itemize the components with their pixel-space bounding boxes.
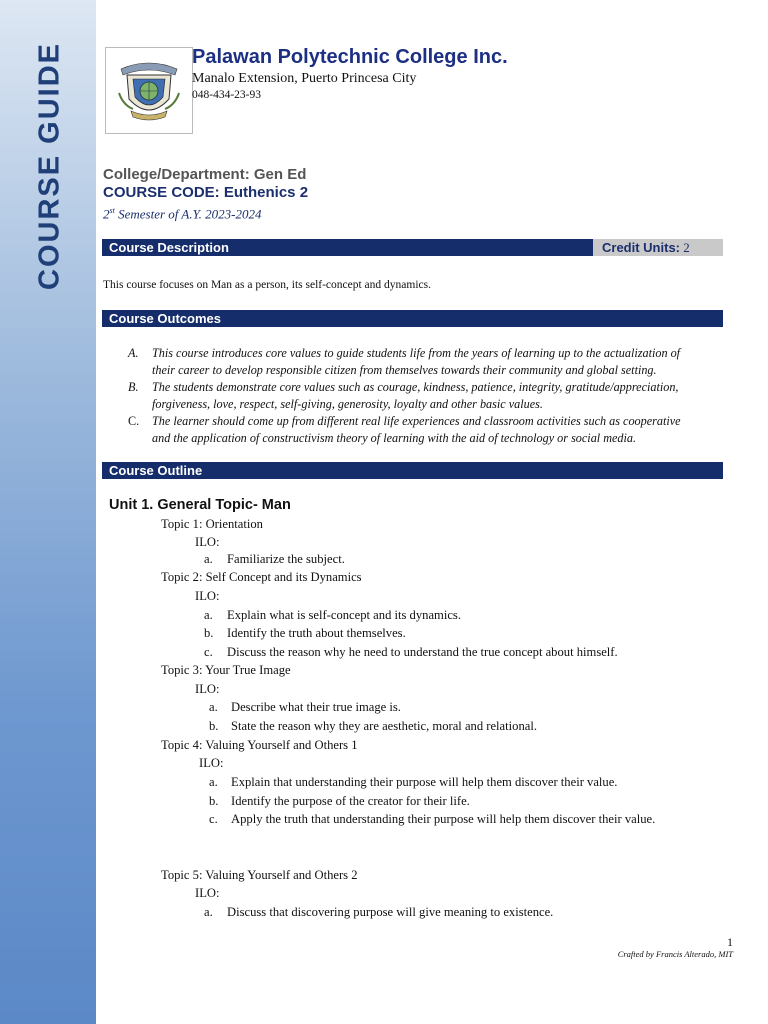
outcomes-list <box>128 345 758 447</box>
course-outline-heading: Course Outline <box>102 462 723 479</box>
topic-title: Topic 2: Self Concept and its Dynamics <box>161 570 362 584</box>
page-number: 1 <box>727 935 733 949</box>
unit-title: Unit 1. General Topic- Man <box>109 497 291 513</box>
list-marker: b. <box>204 626 214 640</box>
outcome-item <box>128 413 758 447</box>
outcome-letter: C. <box>128 414 140 428</box>
semester-ordinal: 2 <box>103 206 110 222</box>
ilo-item: Discuss that discovering purpose will give meaning to existence. <box>227 905 554 919</box>
list-marker: b. <box>209 719 219 733</box>
ilo-item: Describe what their true image is. <box>231 700 401 714</box>
ilo-item: Explain that understanding their purpose will help them discover their value. <box>231 775 618 789</box>
college-address: Manalo Extension, Puerto Princesa City <box>192 71 417 86</box>
department-line: College/Department: Gen Ed <box>103 166 307 183</box>
side-banner-label: COURSE GUIDE <box>33 42 66 290</box>
ilo-label: ILO: <box>195 682 220 696</box>
outcome-letter: A. <box>128 346 139 360</box>
list-marker: c. <box>204 645 213 659</box>
ilo-label: ILO: <box>195 886 220 900</box>
ilo-item: Apply the truth that understanding their purpose will help them discover their value. <box>231 812 656 826</box>
outcome-text: The students demonstrate core values such as courage, kindness, patience, integrity, gratitude/appreciation, <box>152 380 679 394</box>
semester-suffix: st <box>109 206 115 215</box>
college-seal-icon <box>113 55 185 127</box>
college-phone: 048-434-23-93 <box>192 89 261 101</box>
outcome-item <box>128 379 758 413</box>
ilo-label: ILO: <box>195 535 220 549</box>
course-description-heading: Course Description <box>102 239 723 256</box>
credit-units-label: Credit Units: <box>602 240 680 255</box>
list-marker: a. <box>204 608 213 622</box>
outcome-text: their career to develop responsible citizen from themselves towards their community and global setting. <box>152 363 657 377</box>
college-name: Palawan Polytechnic College Inc. <box>192 46 508 68</box>
credit-units-box <box>593 239 723 256</box>
ilo-item: Identify the purpose of the creator for their life. <box>231 794 470 808</box>
course-code-line: COURSE CODE: Euthenics 2 <box>103 184 309 201</box>
list-marker: a. <box>204 552 213 566</box>
credit-units-value: 2 <box>683 240 690 255</box>
semester-line <box>103 206 261 222</box>
topic-title: Topic 5: Valuing Yourself and Others 2 <box>161 868 358 882</box>
outcome-text: This course introduces core values to guide students life from the years of learning up to the actualization of <box>152 346 681 360</box>
ilo-item: Explain what is self-concept and its dynamics. <box>227 608 461 622</box>
outcome-item <box>128 345 758 379</box>
semester-rest: Semester of A.Y. 2023-2024 <box>114 206 262 222</box>
list-marker: b. <box>209 794 219 808</box>
course-description-text: This course focuses on Man as a person, its self-concept and dynamics. <box>103 279 431 291</box>
college-seal-logo <box>105 47 193 134</box>
footer-credit: Crafted by Francis Alterado, MIT <box>617 949 733 959</box>
ilo-item: Familiarize the subject. <box>227 552 345 566</box>
list-marker: a. <box>209 700 218 714</box>
outcome-letter: B. <box>128 380 139 394</box>
list-marker: a. <box>204 905 213 919</box>
outcome-text: and the application of constructivism theory of learning with the aid of technology or social media. <box>152 431 637 445</box>
course-outcomes-heading: Course Outcomes <box>102 310 723 327</box>
topic-title: Topic 3: Your True Image <box>161 663 291 677</box>
outcome-text: The learner should come up from different real life experiences and classroom activities such as cooperative <box>152 414 681 428</box>
ilo-item: Identify the truth about themselves. <box>227 626 406 640</box>
ilo-item: State the reason why they are aesthetic, moral and relational. <box>231 719 537 733</box>
ilo-item: Discuss the reason why he need to understand the true concept about himself. <box>227 645 618 659</box>
outcome-text: forgiveness, love, respect, self-giving, generosity, loyalty and other basic values. <box>152 397 543 411</box>
list-marker: a. <box>209 775 218 789</box>
list-marker: c. <box>209 812 218 826</box>
ilo-label: ILO: <box>199 756 224 770</box>
side-banner <box>0 0 96 1024</box>
topic-title: Topic 4: Valuing Yourself and Others 1 <box>161 738 358 752</box>
topic-title: Topic 1: Orientation <box>161 517 263 531</box>
ilo-label: ILO: <box>195 589 220 603</box>
